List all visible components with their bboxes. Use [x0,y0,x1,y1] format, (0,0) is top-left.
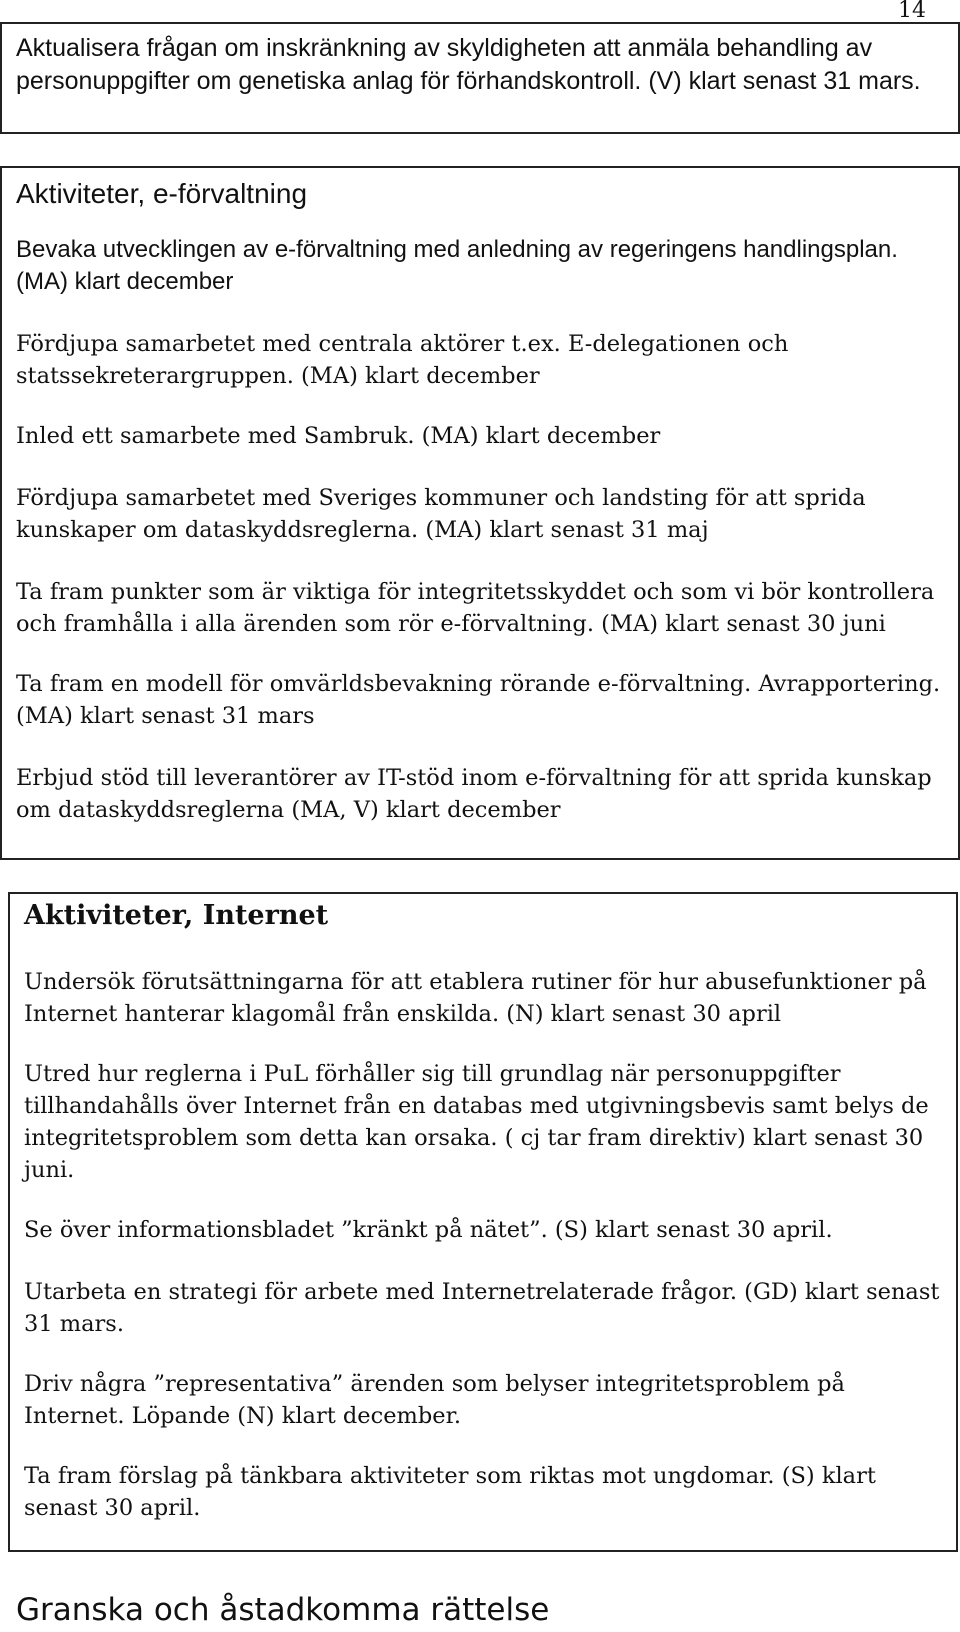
activity-item: Ta fram förslag på tänkbara aktiviteter som riktas mot ungdomar. (S) klart senast 30 april. [24,1463,876,1521]
activity-item: Ta fram en modell för omvärldsbevakning rörande e-förvaltning. Avrapportering. (MA) klart senast 31 mars [16,671,941,729]
activity-item: Driv några ”representativa” ärenden som belyser integritetsproblem på Internet. Löpande (N) klart december. [24,1371,845,1429]
activity-item: Fördjupa samarbetet med Sveriges kommuner och landsting för att sprida kunskaper om dataskyddsreglerna. (MA) klart senast 31 maj [16,485,866,543]
activity-item: Fördjupa samarbetet med centrala aktörer t.ex. E-delegationen och statssekreterargruppen. (MA) klart december [16,331,789,389]
activity-item: Undersök förutsättningarna för att etablera rutiner för hur abusefunktioner på Internet hanterar klagomål från enskilda. (N) klart senast 30 april [24,969,927,1027]
activity-item: Utred hur reglerna i PuL förhåller sig till grundlag när personuppgifter tillhandahålls över Internet från en databas med utgivningsbevis samt belys de integritetsproblem som detta kan orsaka. ( cj tar fram direktiv) klart senast 30 juni. [24,1061,929,1183]
section-heading: Granska och åstadkomma rättelse [16,1592,550,1628]
internet-box [8,892,958,1552]
e-forvaltning-heading: Aktiviteter, e-förvaltning [16,178,308,209]
page-number: 14 [898,0,926,23]
internet-heading: Aktiviteter, Internet [24,900,329,931]
activity-item: Se över informationsbladet ”kränkt på nätet”. (S) klart senast 30 april. [24,1217,833,1243]
previous-activities-box [0,22,960,134]
e-forvaltning-box [0,166,960,860]
activity-item: Utarbeta en strategi för arbete med Internetrelaterade frågor. (GD) klart senast 31 mars. [24,1279,940,1337]
activity-item: Inled ett samarbete med Sambruk. (MA) klart december [16,423,661,449]
activity-item: Aktualisera frågan om inskränkning av skyldigheten att anmäla behandling av personuppgifter om genetiska anlag för förhandskontroll. (V) klart senast 31 mars. [16,34,921,95]
activity-item: Erbjud stöd till leverantörer av IT-stöd inom e-förvaltning för att sprida kunskap om dataskyddsreglerna (MA, V) klart december [16,765,932,823]
activity-item: Ta fram punkter som är viktiga för integritetsskyddet och som vi bör kontrollera och framhålla i alla ärenden som rör e-förvaltning. (MA) klart senast 30 juni [16,579,935,637]
activity-item: Bevaka utvecklingen av e-förvaltning med anledning av regeringens handlingsplan. (MA) klart december [16,236,898,295]
